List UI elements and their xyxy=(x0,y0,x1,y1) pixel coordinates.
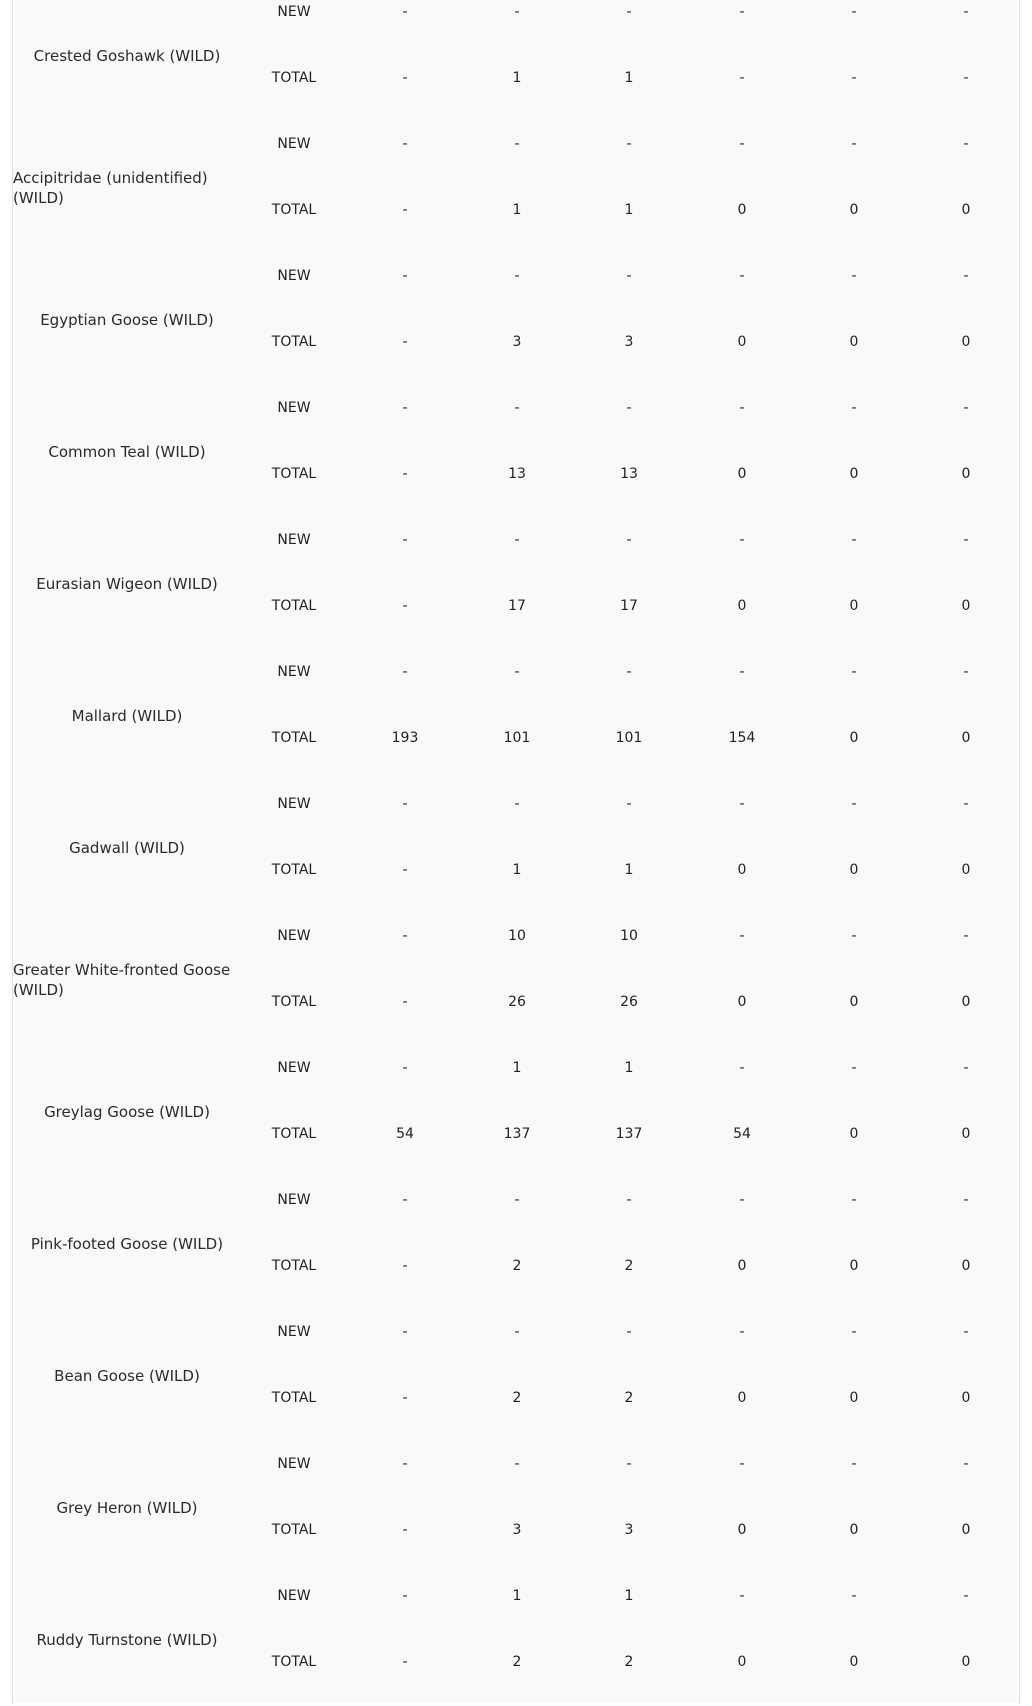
count-cell: - xyxy=(739,664,745,680)
species-name: Gadwall (WILD) xyxy=(69,839,185,857)
count-cell: - xyxy=(402,70,408,86)
count-cell: - xyxy=(851,532,857,548)
row-label: NEW xyxy=(277,1060,311,1076)
count-cell: - xyxy=(402,1324,408,1340)
count-cell: - xyxy=(851,70,857,86)
count-cell: 154 xyxy=(728,730,756,746)
count-cell: 17 xyxy=(508,598,526,614)
species-group xyxy=(13,386,1021,518)
count-cell: - xyxy=(851,268,857,284)
count-cell: - xyxy=(739,1456,745,1472)
total-count-row xyxy=(13,596,1021,616)
species-name: Crested Goshawk (WILD) xyxy=(33,47,221,65)
count-cell: - xyxy=(739,70,745,86)
count-cell: 1 xyxy=(624,1588,634,1604)
total-count-row xyxy=(13,68,1021,88)
count-cell: 0 xyxy=(737,862,747,878)
count-cell: - xyxy=(626,796,632,812)
count-cell: - xyxy=(514,1324,520,1340)
count-cell: - xyxy=(514,796,520,812)
species-group xyxy=(13,1574,1021,1706)
row-label: NEW xyxy=(277,664,311,680)
total-count-row xyxy=(13,200,1021,220)
species-name: Eurasian Wigeon (WILD) xyxy=(36,575,218,593)
count-cell: 10 xyxy=(620,928,638,944)
count-cell: - xyxy=(739,1588,745,1604)
count-cell: - xyxy=(402,136,408,152)
count-cell: - xyxy=(402,1588,408,1604)
row-label: NEW xyxy=(277,4,311,20)
count-cell: 17 xyxy=(620,598,638,614)
count-cell: 0 xyxy=(961,730,971,746)
count-cell: - xyxy=(402,994,408,1010)
count-cell: - xyxy=(626,400,632,416)
total-count-row xyxy=(13,1256,1021,1276)
count-cell: - xyxy=(739,1060,745,1076)
species-group xyxy=(13,122,1021,254)
count-cell: - xyxy=(402,466,408,482)
row-label: TOTAL xyxy=(271,1522,317,1538)
count-cell: - xyxy=(402,1654,408,1670)
count-cell: - xyxy=(626,1324,632,1340)
count-cell: 3 xyxy=(624,334,634,350)
count-cell: 1 xyxy=(512,202,522,218)
row-label: NEW xyxy=(277,928,311,944)
count-cell: - xyxy=(402,796,408,812)
row-label: TOTAL xyxy=(271,70,317,86)
count-cell: - xyxy=(851,400,857,416)
species-group xyxy=(13,518,1021,650)
count-cell: 0 xyxy=(961,1522,971,1538)
total-count-row xyxy=(13,1520,1021,1540)
count-cell: - xyxy=(963,1324,969,1340)
row-label: TOTAL xyxy=(271,202,317,218)
count-cell: 0 xyxy=(849,1390,859,1406)
count-cell: - xyxy=(851,4,857,20)
count-cell: 0 xyxy=(849,466,859,482)
count-cell: 0 xyxy=(737,1258,747,1274)
count-cell: 0 xyxy=(961,1390,971,1406)
row-label: NEW xyxy=(277,400,311,416)
count-cell: - xyxy=(402,1522,408,1538)
count-cell: - xyxy=(963,928,969,944)
count-cell: 2 xyxy=(512,1654,522,1670)
count-cell: 0 xyxy=(737,598,747,614)
count-cell: - xyxy=(402,664,408,680)
count-cell: 0 xyxy=(849,994,859,1010)
count-cell: - xyxy=(739,136,745,152)
row-label: TOTAL xyxy=(271,1390,317,1406)
count-cell: 2 xyxy=(624,1654,634,1670)
count-cell: 101 xyxy=(503,730,531,746)
count-cell: - xyxy=(739,532,745,548)
count-cell: 0 xyxy=(737,994,747,1010)
count-cell: - xyxy=(626,1456,632,1472)
row-label: NEW xyxy=(277,796,311,812)
count-cell: - xyxy=(851,1192,857,1208)
count-cell: - xyxy=(739,796,745,812)
count-cell: 137 xyxy=(615,1126,643,1142)
count-cell: - xyxy=(402,1456,408,1472)
row-label: TOTAL xyxy=(271,334,317,350)
new-count-row xyxy=(13,134,1021,154)
new-count-row xyxy=(13,794,1021,814)
new-count-row xyxy=(13,398,1021,418)
count-cell: 0 xyxy=(849,730,859,746)
count-cell: - xyxy=(739,4,745,20)
count-cell: 26 xyxy=(620,994,638,1010)
count-cell: - xyxy=(626,664,632,680)
species-name: Bean Goose (WILD) xyxy=(54,1367,200,1385)
total-count-row xyxy=(13,1652,1021,1672)
count-cell: 3 xyxy=(512,334,522,350)
count-cell: - xyxy=(851,664,857,680)
count-cell: - xyxy=(514,664,520,680)
count-cell: - xyxy=(402,1390,408,1406)
count-cell: 3 xyxy=(624,1522,634,1538)
count-cell: 0 xyxy=(961,1654,971,1670)
new-count-row xyxy=(13,1058,1021,1078)
count-cell: - xyxy=(851,1324,857,1340)
count-cell: 0 xyxy=(737,1390,747,1406)
count-cell: - xyxy=(402,1060,408,1076)
count-cell: - xyxy=(963,532,969,548)
total-count-row xyxy=(13,992,1021,1012)
count-cell: - xyxy=(514,532,520,548)
count-cell: - xyxy=(963,1192,969,1208)
count-cell: - xyxy=(739,400,745,416)
count-cell: - xyxy=(402,4,408,20)
new-count-row xyxy=(13,1454,1021,1474)
count-cell: 1 xyxy=(512,70,522,86)
count-cell: 101 xyxy=(615,730,643,746)
count-cell: - xyxy=(626,1192,632,1208)
total-count-row xyxy=(13,464,1021,484)
species-name: Accipitridae (unidentified) (WILD) xyxy=(13,169,208,207)
count-cell: - xyxy=(514,400,520,416)
count-cell: 2 xyxy=(624,1390,634,1406)
species-group xyxy=(13,254,1021,386)
count-cell: 0 xyxy=(849,598,859,614)
count-cell: - xyxy=(851,796,857,812)
row-label: TOTAL xyxy=(271,730,317,746)
total-count-row xyxy=(13,728,1021,748)
row-label: TOTAL xyxy=(271,862,317,878)
count-cell: 0 xyxy=(849,1258,859,1274)
count-cell: - xyxy=(402,928,408,944)
count-cell: - xyxy=(514,1192,520,1208)
count-cell: - xyxy=(739,1324,745,1340)
row-label: NEW xyxy=(277,1588,311,1604)
species-group xyxy=(13,914,1021,1046)
count-cell: - xyxy=(739,928,745,944)
count-cell: 0 xyxy=(961,466,971,482)
count-cell: - xyxy=(851,1456,857,1472)
species-name: Egyptian Goose (WILD) xyxy=(40,311,214,329)
count-cell: 0 xyxy=(737,202,747,218)
count-cell: 1 xyxy=(624,1060,634,1076)
species-group xyxy=(13,650,1021,782)
count-cell: 0 xyxy=(961,1258,971,1274)
species-group xyxy=(13,1046,1021,1178)
count-cell: 1 xyxy=(624,202,634,218)
new-count-row xyxy=(13,2,1021,22)
row-label: TOTAL xyxy=(271,598,317,614)
species-name: Grey Heron (WILD) xyxy=(56,1499,198,1517)
count-cell: 13 xyxy=(508,466,526,482)
species-group xyxy=(13,782,1021,914)
count-cell: 0 xyxy=(961,202,971,218)
species-name: Greater White-fronted Goose (WILD) xyxy=(13,961,231,999)
count-cell: - xyxy=(402,268,408,284)
count-cell: 54 xyxy=(396,1126,414,1142)
species-name: Greylag Goose (WILD) xyxy=(44,1103,210,1121)
species-table xyxy=(12,0,1020,1703)
count-cell: - xyxy=(626,136,632,152)
new-count-row xyxy=(13,530,1021,550)
count-cell: 10 xyxy=(508,928,526,944)
count-cell: 1 xyxy=(512,862,522,878)
count-cell: - xyxy=(402,202,408,218)
row-label: TOTAL xyxy=(271,1126,317,1142)
count-cell: - xyxy=(963,1588,969,1604)
row-label: NEW xyxy=(277,268,311,284)
new-count-row xyxy=(13,662,1021,682)
row-label: TOTAL xyxy=(271,994,317,1010)
row-label: NEW xyxy=(277,532,311,548)
count-cell: - xyxy=(963,796,969,812)
count-cell: - xyxy=(402,334,408,350)
count-cell: 0 xyxy=(961,598,971,614)
row-label: NEW xyxy=(277,1324,311,1340)
count-cell: - xyxy=(851,1588,857,1604)
species-name: Mallard (WILD) xyxy=(71,707,183,725)
row-label: TOTAL xyxy=(271,1654,317,1670)
new-count-row xyxy=(13,1322,1021,1342)
count-cell: - xyxy=(402,1258,408,1274)
count-cell: 0 xyxy=(961,1126,971,1142)
count-cell: 1 xyxy=(512,1060,522,1076)
count-cell: - xyxy=(514,136,520,152)
count-cell: 193 xyxy=(391,730,419,746)
count-cell: 13 xyxy=(620,466,638,482)
row-label: TOTAL xyxy=(271,466,317,482)
count-cell: - xyxy=(626,4,632,20)
count-cell: - xyxy=(963,400,969,416)
count-cell: 0 xyxy=(961,994,971,1010)
count-cell: 0 xyxy=(961,334,971,350)
count-cell: 0 xyxy=(849,334,859,350)
count-cell: 0 xyxy=(961,862,971,878)
count-cell: - xyxy=(402,1192,408,1208)
count-cell: 0 xyxy=(849,202,859,218)
count-cell: - xyxy=(963,1456,969,1472)
total-count-row xyxy=(13,332,1021,352)
count-cell: - xyxy=(626,532,632,548)
count-cell: 2 xyxy=(624,1258,634,1274)
count-cell: - xyxy=(514,4,520,20)
count-cell: - xyxy=(963,136,969,152)
count-cell: 0 xyxy=(849,1654,859,1670)
count-cell: - xyxy=(402,862,408,878)
total-count-row xyxy=(13,1124,1021,1144)
count-cell: - xyxy=(739,268,745,284)
count-cell: 0 xyxy=(737,466,747,482)
count-cell: - xyxy=(851,136,857,152)
count-cell: 3 xyxy=(512,1522,522,1538)
count-cell: - xyxy=(851,1060,857,1076)
count-cell: - xyxy=(739,1192,745,1208)
count-cell: 2 xyxy=(512,1258,522,1274)
total-count-row xyxy=(13,1388,1021,1408)
new-count-row xyxy=(13,1586,1021,1606)
species-name: Ruddy Turnstone (WILD) xyxy=(36,1631,218,1649)
new-count-row xyxy=(13,266,1021,286)
count-cell: - xyxy=(963,4,969,20)
count-cell: - xyxy=(402,598,408,614)
row-label: NEW xyxy=(277,1192,311,1208)
count-cell: 2 xyxy=(512,1390,522,1406)
count-cell: - xyxy=(514,268,520,284)
count-cell: - xyxy=(963,70,969,86)
new-count-row xyxy=(13,926,1021,946)
count-cell: 0 xyxy=(849,1522,859,1538)
count-cell: - xyxy=(963,268,969,284)
count-cell: - xyxy=(963,1060,969,1076)
count-cell: 0 xyxy=(737,1654,747,1670)
count-cell: 0 xyxy=(849,1126,859,1142)
total-count-row xyxy=(13,860,1021,880)
count-cell: 0 xyxy=(737,1522,747,1538)
row-label: NEW xyxy=(277,136,311,152)
new-count-row xyxy=(13,1190,1021,1210)
count-cell: 137 xyxy=(503,1126,531,1142)
count-cell: - xyxy=(402,532,408,548)
count-cell: 1 xyxy=(624,862,634,878)
count-cell: - xyxy=(626,268,632,284)
species-group xyxy=(13,1178,1021,1310)
count-cell: - xyxy=(514,1456,520,1472)
species-name: Pink-footed Goose (WILD) xyxy=(30,1235,224,1253)
count-cell: 0 xyxy=(737,334,747,350)
row-label: NEW xyxy=(277,1456,311,1472)
count-cell: - xyxy=(851,928,857,944)
count-cell: 1 xyxy=(624,70,634,86)
species-group xyxy=(13,1442,1021,1574)
species-group xyxy=(13,0,1021,122)
count-cell: 54 xyxy=(733,1126,751,1142)
count-cell: - xyxy=(402,400,408,416)
count-cell: 0 xyxy=(849,862,859,878)
count-cell: 26 xyxy=(508,994,526,1010)
row-label: TOTAL xyxy=(271,1258,317,1274)
count-cell: - xyxy=(963,664,969,680)
species-group xyxy=(13,1310,1021,1442)
count-cell: 1 xyxy=(512,1588,522,1604)
species-name: Common Teal (WILD) xyxy=(48,443,206,461)
